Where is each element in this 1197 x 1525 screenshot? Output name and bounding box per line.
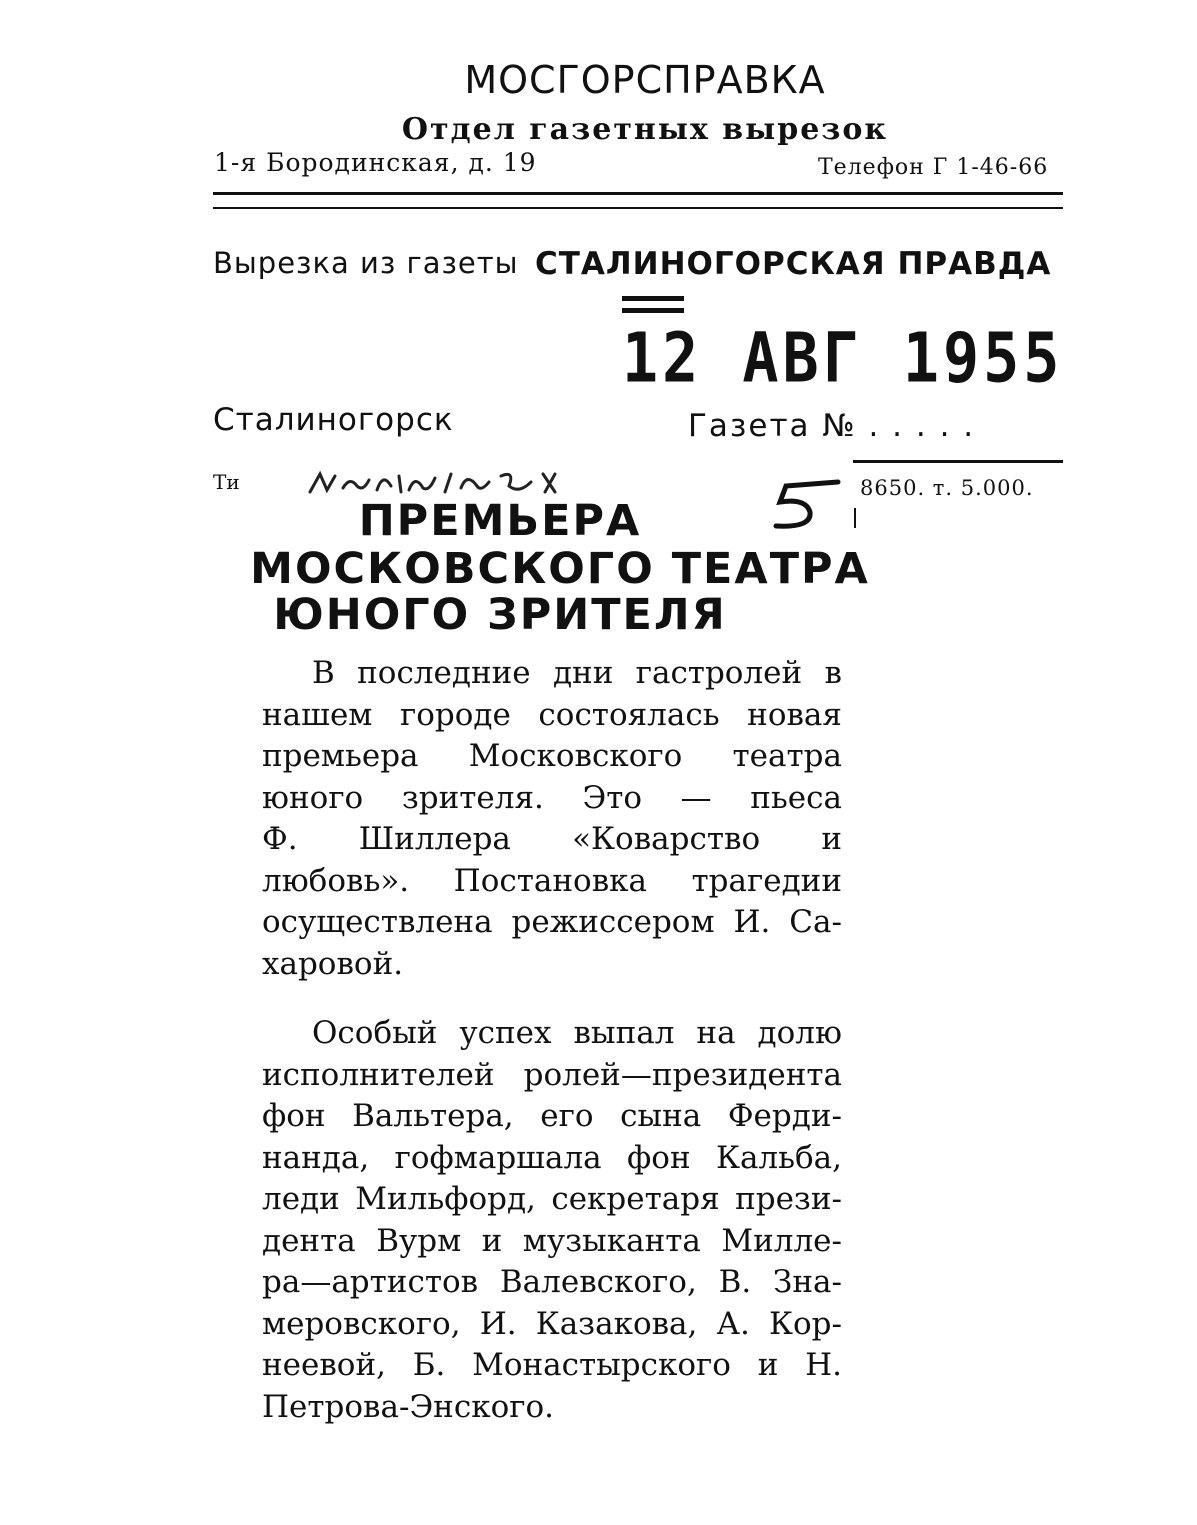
ti-label: Ти bbox=[213, 470, 240, 494]
article-line bbox=[262, 1347, 842, 1383]
article-line bbox=[262, 945, 842, 982]
article-word: Постановка bbox=[453, 862, 647, 899]
department-name: Отдел газетных вырезок bbox=[401, 112, 889, 147]
article-word: — bbox=[680, 779, 712, 816]
article-word: Шиллера bbox=[358, 821, 511, 857]
article-line bbox=[262, 1056, 842, 1093]
article-word: успех bbox=[459, 1015, 552, 1051]
article-word: и bbox=[481, 1222, 503, 1259]
print-info: 8650. т. 5.000. bbox=[860, 476, 1034, 500]
article-word: Н. bbox=[805, 1347, 842, 1383]
article-word: Это bbox=[582, 779, 643, 816]
article-word: состоялась bbox=[538, 696, 720, 733]
article-word: Ферди- bbox=[727, 1098, 842, 1134]
article-word: фон bbox=[262, 1098, 326, 1134]
article-word: Особый bbox=[312, 1015, 438, 1051]
article-word: Ф. bbox=[262, 821, 298, 857]
address: 1-я Бородинская, д. 19 bbox=[214, 148, 537, 177]
article-word: на bbox=[696, 1015, 736, 1051]
article-word: в bbox=[824, 655, 842, 691]
city-name: Сталиногорск bbox=[213, 402, 454, 438]
article-word: Вальтера, bbox=[352, 1098, 514, 1134]
article-word: Б. bbox=[412, 1347, 446, 1383]
article-word: В bbox=[312, 655, 335, 691]
article-word: В. bbox=[718, 1264, 752, 1300]
phone: Телефон Г 1-46-66 bbox=[818, 155, 1049, 180]
article-line bbox=[262, 1388, 842, 1425]
article-word: режиссером bbox=[511, 904, 715, 940]
article-word: нашем bbox=[262, 696, 373, 733]
article-word: его bbox=[540, 1098, 594, 1134]
article-word: дни bbox=[552, 655, 614, 691]
header-rule-thin bbox=[213, 207, 1063, 209]
article-line bbox=[262, 1181, 842, 1217]
article-line bbox=[262, 1305, 842, 1342]
article-word: нанда, bbox=[262, 1139, 370, 1176]
article-word: ра—артистов bbox=[262, 1264, 479, 1300]
article-word: музыканта bbox=[522, 1222, 701, 1259]
article-word: премьера bbox=[262, 738, 419, 774]
article-word: И. bbox=[733, 904, 771, 940]
article-word: «Коварство bbox=[572, 821, 761, 857]
article-line bbox=[262, 738, 842, 774]
article-word: А. bbox=[716, 1305, 750, 1342]
newspaper-name: СТАЛИНОГОРСКАЯ ПРАВДА bbox=[535, 246, 1052, 282]
article-line bbox=[262, 779, 842, 816]
article-line bbox=[262, 655, 842, 691]
headline-line: МОСКОВСКОГО ТЕАТРА bbox=[250, 544, 870, 594]
article-word: ролей—президента bbox=[523, 1056, 842, 1093]
article-word: харовой. bbox=[262, 945, 404, 982]
issue-rule bbox=[853, 460, 1063, 463]
article-line bbox=[262, 862, 842, 899]
article-word: Казакова, bbox=[535, 1305, 698, 1342]
article-word: Кор- bbox=[768, 1305, 842, 1342]
article-word: гастролей bbox=[635, 655, 803, 691]
article-word: секретаря bbox=[551, 1181, 720, 1217]
article-word: Петрова-Энского. bbox=[262, 1388, 554, 1425]
article-word: Кальба, bbox=[715, 1139, 842, 1176]
article-word: трагедии bbox=[691, 862, 842, 899]
date-stamp: 12 АВГ 1955 bbox=[622, 318, 1064, 399]
article-word: Валевского, bbox=[499, 1264, 697, 1300]
article-word: пьеса bbox=[750, 779, 842, 816]
article-word: меровского, bbox=[262, 1305, 461, 1342]
article-word: городе bbox=[400, 696, 511, 733]
article-word: Мильфорд, bbox=[355, 1181, 536, 1217]
article-word: Монастырского bbox=[472, 1347, 731, 1383]
article-word: зрителя. bbox=[401, 779, 544, 816]
article-word: Милле- bbox=[721, 1222, 842, 1259]
article-line bbox=[262, 1098, 842, 1134]
article-word: выпал bbox=[573, 1015, 675, 1051]
article-word: Московского bbox=[468, 738, 683, 774]
article-line bbox=[262, 1015, 842, 1051]
article-word: дента bbox=[262, 1222, 356, 1259]
article-word: Зна- bbox=[773, 1264, 842, 1300]
header-rule-thick bbox=[213, 192, 1063, 195]
article-word: сына bbox=[620, 1098, 702, 1134]
article-word: осуществлена bbox=[262, 904, 493, 940]
article-line bbox=[262, 904, 842, 940]
agency-name: МОСГОРСПРАВКА bbox=[464, 58, 826, 102]
article-word: последние bbox=[357, 655, 531, 691]
article-word: театра bbox=[732, 738, 842, 774]
article-word: неевой, bbox=[262, 1347, 386, 1383]
article-word: леди bbox=[262, 1181, 340, 1217]
article-word: фон bbox=[627, 1139, 691, 1176]
article-line bbox=[262, 821, 842, 857]
headline-line: ПРЕМЬЕРА bbox=[358, 496, 642, 546]
article-word: Са- bbox=[789, 904, 842, 940]
stamp-bar bbox=[622, 308, 684, 313]
article-word: юного bbox=[262, 779, 364, 816]
article-word: гофмаршала bbox=[394, 1139, 602, 1176]
issue-number-label: Газета № . . . . . bbox=[688, 408, 976, 444]
article-word: и bbox=[757, 1347, 779, 1383]
article-word: и bbox=[821, 821, 842, 857]
article-word: исполнителей bbox=[262, 1056, 495, 1093]
headline-line: ЮНОГО ЗРИТЕЛЯ bbox=[273, 590, 727, 640]
article-word: Вурм bbox=[376, 1222, 462, 1259]
article-word: любовь». bbox=[262, 862, 410, 899]
article-line bbox=[262, 1139, 842, 1176]
article-word: долю bbox=[757, 1015, 842, 1051]
clipping-label: Вырезка из газеты bbox=[213, 246, 519, 280]
article-word: И. bbox=[479, 1305, 517, 1342]
article-line bbox=[262, 1264, 842, 1300]
article-word: новая bbox=[747, 696, 842, 733]
article-line bbox=[262, 1222, 842, 1259]
stamp-bar bbox=[622, 296, 684, 301]
article-line bbox=[262, 696, 842, 733]
article-word: прези- bbox=[735, 1181, 842, 1217]
